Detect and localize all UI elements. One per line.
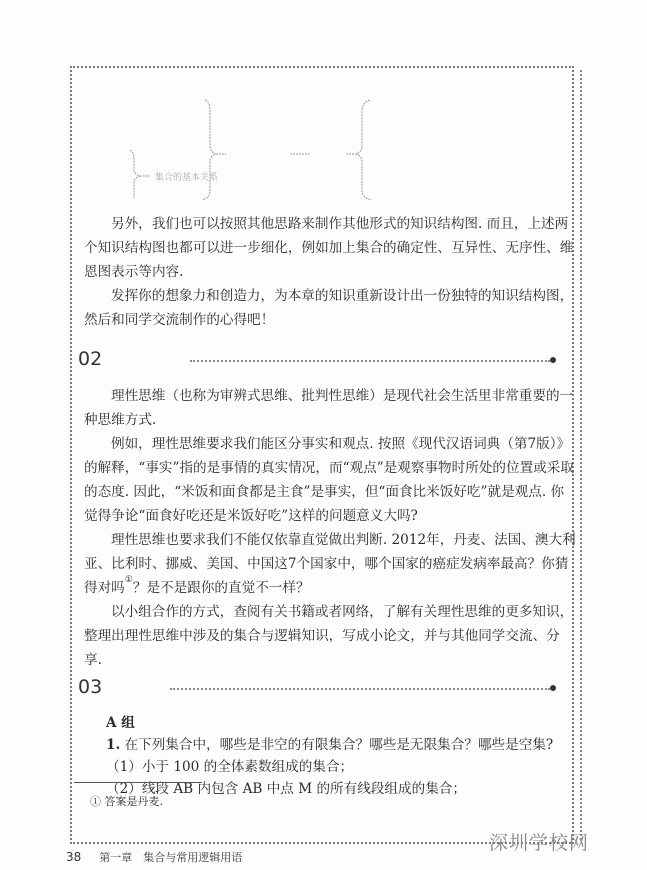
page-content bbox=[78, 212, 576, 800]
exercise-group-title: A 组 bbox=[106, 715, 135, 731]
paragraph: 发挥你的想象力和创造力，为本章的知识重新设计出一份独特的知识结构图，然后和同学交流制作的心得吧！ bbox=[84, 288, 574, 328]
page-number: 38 bbox=[66, 850, 82, 864]
section-divider-dot bbox=[550, 357, 556, 363]
knowledge-structure-diagram bbox=[110, 90, 410, 200]
paragraph-text: 理性思维也要求我们不能仅依靠直觉做出判断. 2012年，丹麦、法国、澳大利亚、比利时、挪威、美国、中国这7个国家中，哪个国家的癌症发病率最高？你猜得对吗 bbox=[84, 532, 576, 596]
paragraph bbox=[84, 528, 576, 600]
paragraph: 例如，理性思维要求我们能区分事实和观点. 按照《现代汉语词典（第7版）》的解释，“事实”指的是事情的真实情况，而“观点”是观察事物时所处的位置或采取的态度. 因此，“米饭和面食都是主食”是事实，但“面食比米饭好吃”就是观点. 你觉得争论“面食好吃还是米饭好吃”这样的问题意义大吗? bbox=[84, 436, 574, 524]
exercise-item: （1）小于 100 的全体素数组成的集合； bbox=[106, 759, 354, 775]
section-divider-dot bbox=[550, 685, 556, 691]
section-header bbox=[78, 332, 576, 384]
paragraph-text: ？是不是跟你的直觉不一样？ bbox=[132, 580, 310, 596]
chapter-title: 第一章 集合与常用逻辑用语 bbox=[99, 851, 243, 864]
section-header bbox=[78, 672, 576, 712]
footnote: ① 答案是丹麦. bbox=[90, 795, 163, 808]
footnote-ref: ① bbox=[124, 575, 133, 585]
footnote-rule bbox=[74, 782, 202, 783]
exercise-question bbox=[106, 734, 576, 756]
section-divider bbox=[170, 688, 550, 690]
question-number: 1. bbox=[106, 737, 121, 753]
question-text: 在下列集合中，哪些是非空的有限集合？哪些是无限集合？哪些是空集? bbox=[124, 737, 554, 753]
section-number: 03 bbox=[78, 676, 103, 698]
exercise-item: （2）线段 AB 内包含 AB 中点 M 的所有线段组成的集合； bbox=[106, 781, 466, 797]
paragraph: 理性思维（也称为审辨式思维、批判性思维）是现代社会生活里非常重要的一种思维方式. bbox=[84, 388, 574, 428]
watermark: 深圳学校网 bbox=[489, 832, 590, 854]
section-divider bbox=[190, 360, 550, 362]
paragraph: 以小组合作的方式，查阅有关书籍或者网络，了解有关理性思维的更多知识，整理出理性思维中涉及的集合与逻辑知识，写成小论文，并与其他同学交流、分享. bbox=[84, 604, 574, 668]
paragraph: 另外，我们也可以按照其他思路来制作其他形式的知识结构图. 而且，上述两个知识结构图也都可以进一步细化，例如加上集合的确定性、互异性、无序性、维恩图表示等内容. bbox=[84, 216, 574, 280]
section-number: 02 bbox=[78, 348, 103, 370]
frame-edge bbox=[580, 70, 582, 840]
page-footer bbox=[66, 850, 242, 865]
diagram-label: 集合的基本关系 bbox=[155, 173, 219, 183]
